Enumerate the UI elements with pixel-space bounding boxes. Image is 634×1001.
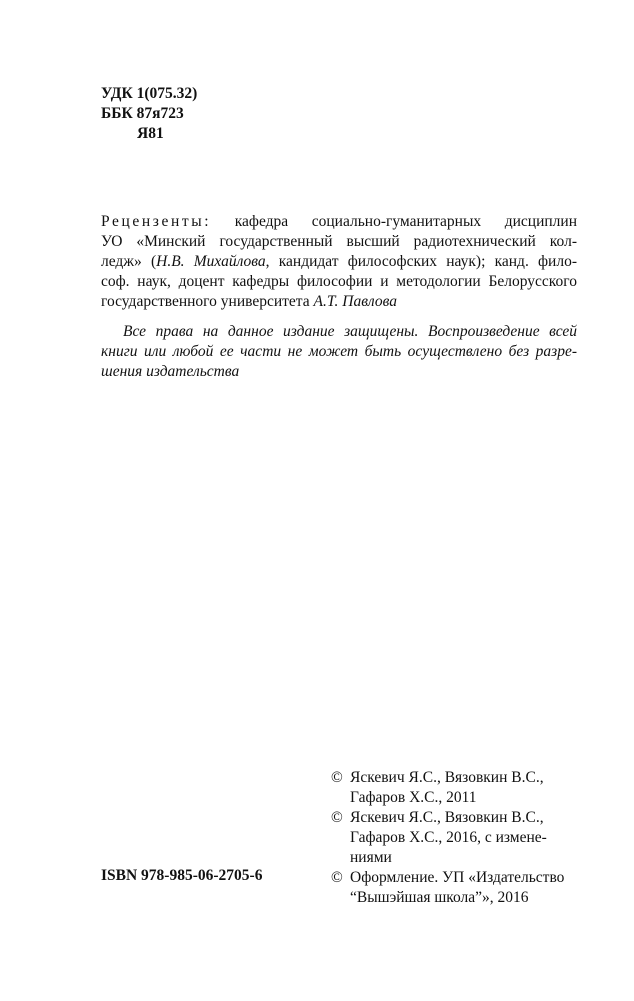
- rights-line-3: шения издательства: [101, 363, 240, 380]
- reviewers-line-1: Рецензенты: кафедра социально-гуманитарных дисциплин: [101, 213, 577, 230]
- reviewers-line-3: ледж» (Н.В. Михайлова, кандидат философских наук); канд. фило-: [101, 253, 578, 270]
- author-code: Я81: [137, 125, 164, 142]
- rights-line-1: Все права на данное издание защищены. Воспроизведение всей: [123, 323, 577, 340]
- copyright-block: [331, 768, 581, 908]
- reviewers-line-5: государственного университета А.Т. Павлова: [101, 293, 397, 310]
- reviewer-name: Н.В. Михайлова: [156, 253, 266, 270]
- copyright-icon: ©: [331, 809, 343, 826]
- classification-codes: [101, 84, 197, 144]
- reviewers-label: Рецензенты:: [101, 213, 212, 230]
- copyright-icon: ©: [331, 869, 343, 886]
- reviewers-line-4: соф. наук, доцент кафедры философии и методологии Белорусского: [101, 273, 577, 290]
- bbk-code: ББК 87я723: [101, 105, 184, 122]
- copyright-item: © Яскевич Я.С., Вязовкин В.С., Гафаров Х.С., 2016, с измене- ниями: [331, 809, 547, 866]
- rights-line-2: книги или любой ее части не может быть осуществлено без разре-: [101, 343, 577, 360]
- isbn-number: ISBN 978-985-06-2705-6: [101, 867, 263, 884]
- copyright-item: © Яскевич Я.С., Вязовкин В.С., Гафаров Х.С., 2011: [331, 769, 544, 806]
- rights-notice: [101, 322, 577, 382]
- reviewer-name: А.Т. Павлова: [313, 293, 397, 310]
- reviewers-block: [101, 212, 577, 312]
- copyright-item: © Оформление. УП «Издательство “Вышэйшая школа”», 2016: [331, 869, 565, 906]
- reviewers-line-2: УО «Минский государственный высший радиотехнический кол-: [101, 233, 577, 250]
- udk-code: УДК 1(075.32): [101, 85, 198, 102]
- copyright-icon: ©: [331, 769, 343, 786]
